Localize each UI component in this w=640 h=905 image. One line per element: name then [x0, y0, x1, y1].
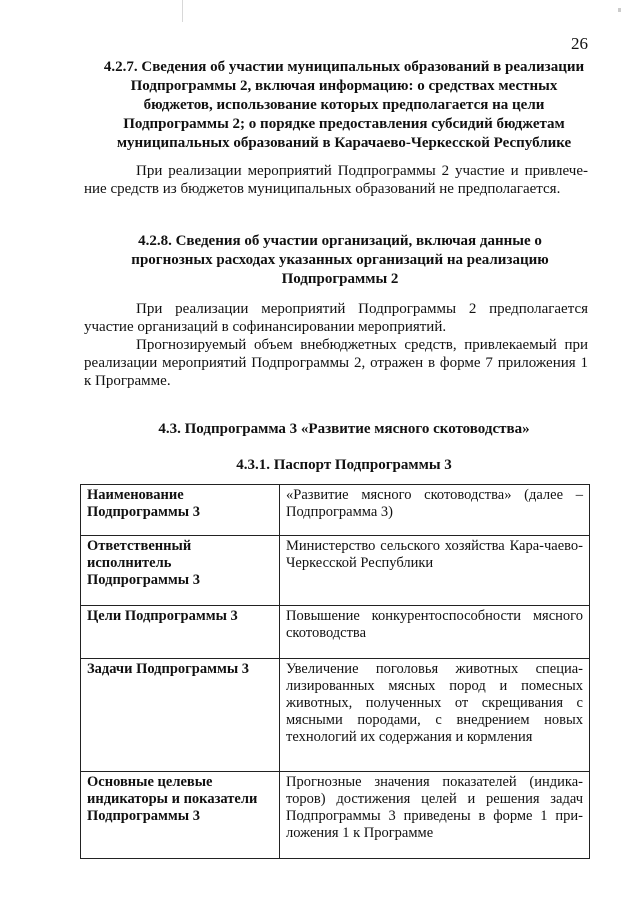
section-4-2-8-heading: 4.2.8. Сведения об участии организаций, включая данные о прогнозных расходах указанных организаций на реализацию Подпрограммы 2 [131, 233, 549, 287]
row-value-name: «Развитие мясного скотоводства» (далее – Подпрограмма 3) [280, 485, 590, 536]
section-4-2-7-heading: 4.2.7. Сведения об участии муниципальных образований в реализации Подпрограммы 2, включая информацию: о средствах местных бюджетов, использование которых предполагается на цели Подпрограммы 2; о порядке предоставления субсидий бюджетам муниципальных образований в Карачаево-Черкесской Республике [103, 59, 585, 151]
section-4-3-1-heading: 4.3.1. Паспорт Подпрограммы 3 [236, 457, 452, 473]
section-4-2-8-paragraph-2: Прогнозируемый объем внебюджетных средств, привлекаемый при реализации мероприятий Подпрограммы 2, отражен в форме 7 приложения 1 к Программе. [84, 337, 588, 389]
row-label-indicators: Основные целевые индикаторы и показатели Подпрограммы 3 [81, 772, 280, 859]
row-label-executor: Ответственный исполнитель Подпрограммы 3 [81, 536, 280, 606]
table-row [81, 606, 590, 659]
row-label-tasks: Задачи Подпрограммы 3 [81, 659, 280, 772]
table-row [81, 485, 590, 536]
page-number: 26 [571, 34, 588, 53]
row-value-indicators: Прогнозные значения показателей (индика-торов) достижения целей и решения задач Подпрограммы 3 приведены в форме 1 при-ложения 1 к Программе [280, 772, 590, 859]
scan-edge-mark [182, 0, 183, 22]
row-label-goals: Цели Подпрограммы 3 [81, 606, 280, 659]
row-value-tasks: Увеличение поголовья животных специа-лизированных мясных пород и помесных животных, полученных от скрещивания с мясными породами, с внедрением новых технологий их содержания и кормления [280, 659, 590, 772]
table-row [81, 536, 590, 606]
scan-dust-mark [618, 8, 621, 12]
table-row [81, 772, 590, 859]
row-value-executor: Министерство сельского хозяйства Кара-чаево-Черкесской Республики [280, 536, 590, 606]
section-4-2-8-paragraph-1: При реализации мероприятий Подпрограммы 2 предполагается участие организаций в софинансировании мероприятий. [84, 301, 588, 335]
section-4-2-7-paragraph: При реализации мероприятий Подпрограммы 2 участие и привлече-ние средств из бюджетов муниципальных образований не предполагается. [84, 163, 588, 197]
section-4-3-heading: 4.3. Подпрограмма 3 «Развитие мясного скотоводства» [158, 421, 530, 437]
table-row [81, 659, 590, 772]
row-label-name: Наименование Подпрограммы 3 [81, 485, 280, 536]
subprogram-3-passport-table [80, 484, 590, 859]
row-value-goals: Повышение конкурентоспособности мясного скотоводства [280, 606, 590, 659]
